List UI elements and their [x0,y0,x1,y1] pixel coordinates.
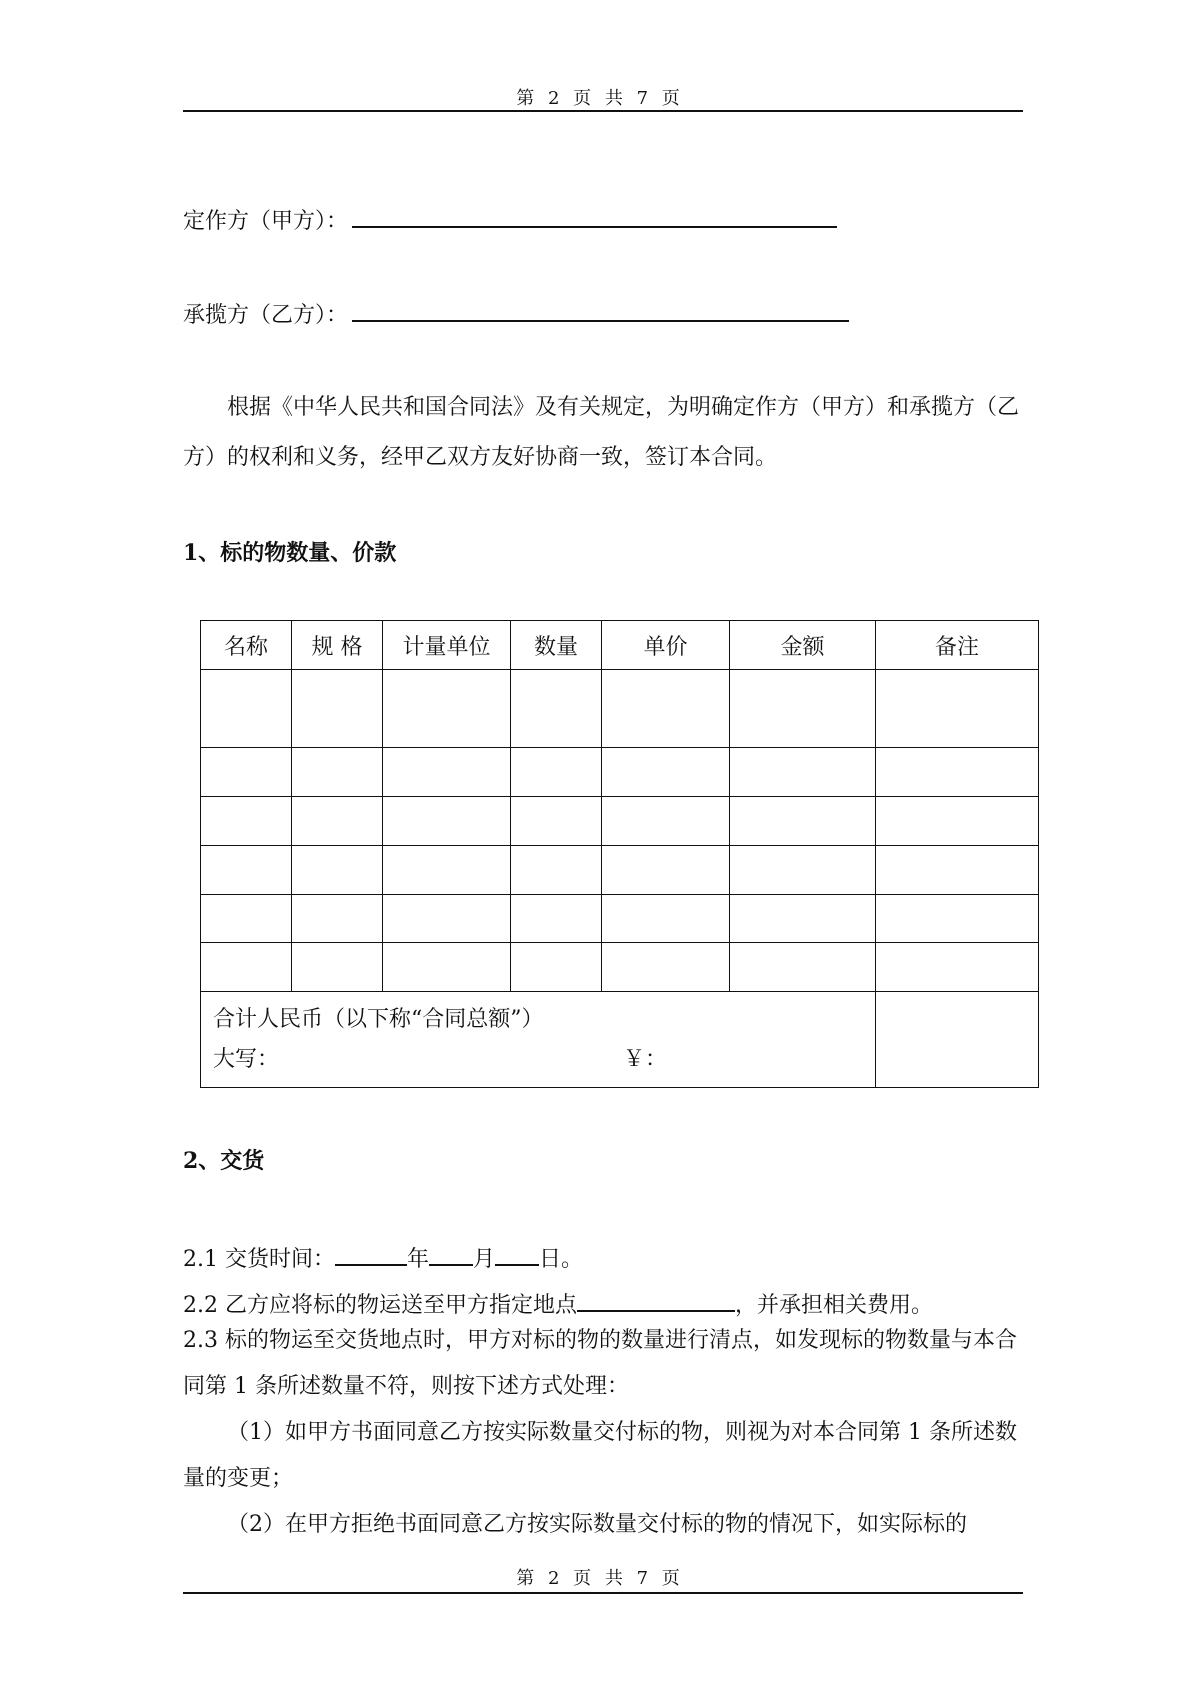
table-cell[interactable] [511,895,602,943]
table-cell[interactable] [383,846,511,895]
month-label: 月 [473,1247,496,1272]
table-cell[interactable] [511,748,602,797]
table-cell[interactable] [201,670,292,748]
table-cell[interactable] [602,846,730,895]
table-cell[interactable] [201,895,292,943]
party-a-line [183,204,837,235]
table-cell[interactable] [383,943,511,992]
delivery-year-blank[interactable] [335,1244,407,1266]
table-cell[interactable] [876,797,1039,846]
table-cell[interactable] [201,846,292,895]
table-cell[interactable] [602,748,730,797]
col-header-remarks: 备注 [876,621,1039,670]
table-cell[interactable] [602,670,730,748]
item-2-1 [183,1242,583,1273]
table-cell[interactable] [201,943,292,992]
day-label: 日。 [539,1247,584,1272]
intro-paragraph: 根据《中华人民共和国合同法》及有关规定，为明确定作方（甲方）和承揽方（乙方）的权利和义务，经甲乙双方友好协商一致，签订本合同。 [183,395,1020,470]
party-a-label: 定作方（甲方）： [183,209,349,234]
table-cell[interactable] [876,670,1039,748]
year-label: 年 [406,1247,429,1272]
delivery-day-blank[interactable] [495,1244,539,1266]
table-cell[interactable] [292,943,383,992]
table-cell[interactable] [730,670,876,748]
table-row [201,846,1039,895]
table-cell[interactable] [511,797,602,846]
total-amount-line [213,1040,863,1080]
col-header-spec: 规 格 [292,621,383,670]
table-cell[interactable] [201,748,292,797]
table-cell[interactable] [730,846,876,895]
item-2-3-sub-2: （2）在甲方拒绝书面同意乙方按实际数量交付标的物的情况下，如实际标的 [227,1512,967,1537]
total-remarks-cell[interactable] [876,992,1039,1088]
table-row [201,895,1039,943]
table-cell[interactable] [511,943,602,992]
table-cell[interactable] [511,846,602,895]
col-header-quantity: 数量 [511,621,602,670]
table-cell[interactable] [730,748,876,797]
total-yen-label: ￥： [623,1047,668,1072]
section-1-title: 1、标的物数量、价款 [183,540,397,566]
party-b-label: 承揽方（乙方）： [183,303,349,328]
item-2-3: 2.3 标的物运至交货地点时，甲方对标的物的数量进行清点，如发现标的物数量与本合同第 1 条所述数量不符，则按下述方式处理： [183,1328,1017,1399]
table-cell[interactable] [292,797,383,846]
delivery-location-blank[interactable] [577,1290,735,1312]
page-header-number: 第 2 页 共 7 页 [516,88,684,109]
table-header-row [201,621,1039,670]
table-cell[interactable] [602,943,730,992]
header-rule [183,110,1023,112]
table-total-row [201,992,1039,1088]
table-cell[interactable] [383,670,511,748]
party-a-blank[interactable] [352,204,837,228]
table-cell[interactable] [876,895,1039,943]
table-cell[interactable] [292,895,383,943]
table-cell[interactable] [292,748,383,797]
table-cell[interactable] [602,797,730,846]
table-cell[interactable] [876,748,1039,797]
table-row [201,670,1039,748]
table-cell[interactable] [201,797,292,846]
table-cell[interactable] [292,670,383,748]
table-cell[interactable] [730,943,876,992]
col-header-amount: 金额 [730,621,876,670]
table-cell[interactable] [383,748,511,797]
table-cell[interactable] [876,943,1039,992]
item-2-1-prefix: 2.1 交货时间： [183,1247,335,1272]
table-cell[interactable] [730,895,876,943]
party-b-blank[interactable] [352,298,849,322]
table-row [201,748,1039,797]
item-2-3-sub-1: （1）如甲方书面同意乙方按实际数量交付标的物，则视为对本合同第 1 条所述数量的变更； [183,1420,1017,1491]
total-daxie-label: 大写： [213,1047,280,1072]
delivery-month-blank[interactable] [429,1244,473,1266]
table-cell[interactable] [292,846,383,895]
col-header-unit-price: 单价 [602,621,730,670]
table-cell[interactable] [383,895,511,943]
table-cell[interactable] [383,797,511,846]
items-table [200,620,1039,1088]
table-cell[interactable] [602,895,730,943]
col-header-unit: 计量单位 [383,621,511,670]
table-cell[interactable] [730,797,876,846]
col-header-name: 名称 [201,621,292,670]
total-label: 合计人民币（以下称“合同总额”） [213,1007,544,1032]
table-cell[interactable] [511,670,602,748]
page-footer-number: 第 2 页 共 7 页 [516,1568,684,1589]
section-2-title: 2、交货 [183,1148,265,1174]
table-row [201,797,1039,846]
item-2-2-prefix: 2.2 乙方应将标的物运送至甲方指定地点 [183,1293,577,1318]
item-2-2 [183,1288,933,1319]
table-row [201,943,1039,992]
footer-rule [183,1592,1023,1594]
item-2-2-suffix: ，并承担相关费用。 [734,1293,933,1318]
table-cell[interactable] [876,846,1039,895]
total-cell[interactable] [201,992,876,1088]
party-b-line [183,298,849,329]
